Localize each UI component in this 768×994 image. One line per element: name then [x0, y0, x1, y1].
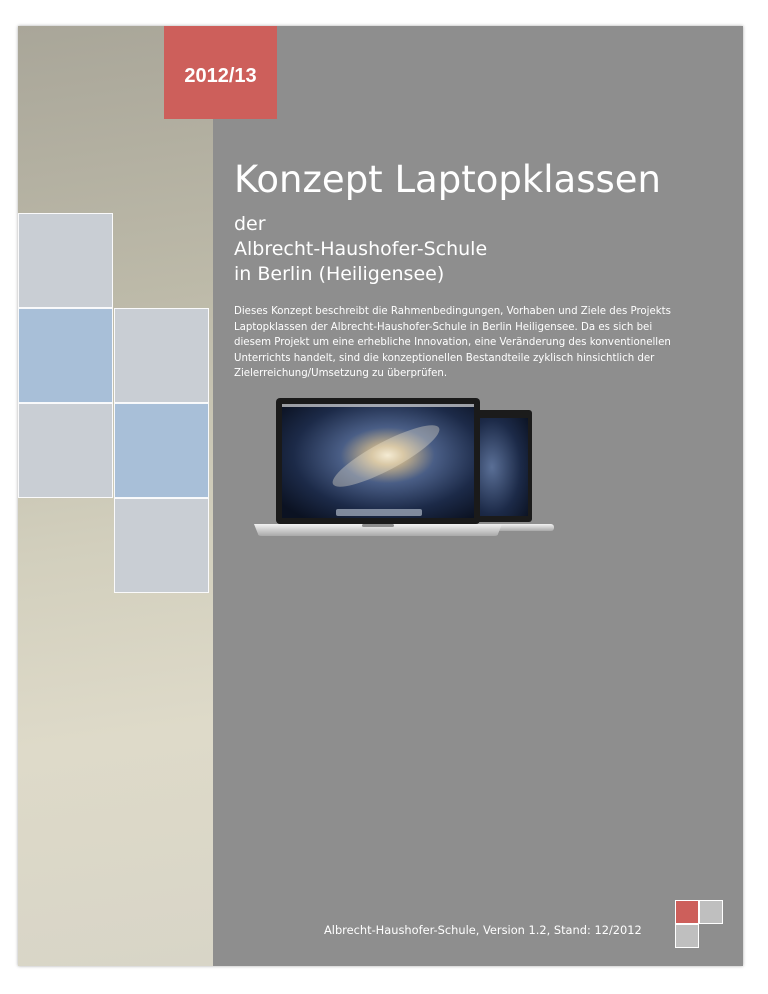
footer-square-red: [675, 900, 699, 924]
decor-square: [18, 213, 113, 308]
document-subtitle: [234, 212, 487, 287]
footer-text: Albrecht-Haushofer-Schule, Version 1.2, Stand: 12/2012: [324, 923, 642, 937]
laptop-image: [236, 396, 556, 556]
year-label: 2012/13: [184, 65, 257, 87]
decor-square: [18, 403, 113, 498]
subtitle-line: Albrecht-Haushofer-Schule: [234, 238, 488, 260]
decor-square: [114, 308, 209, 403]
subtitle-line: in Berlin (Heiligensee): [234, 263, 445, 285]
footer-square-gray: [699, 900, 723, 924]
subtitle-line: der: [234, 213, 266, 235]
year-badge: [164, 26, 277, 119]
abstract-text: Dieses Konzept beschreibt die Rahmenbedingungen, Vorhaben und Ziele des Projekts Laptopklassen der Albrecht-Haushofer-Schule in Berlin Heiligensee. Da es sich bei diesem Projekt um eine erhebliche Innovation, eine Veränderung des konventionellen Unterrichts handelt, sind die konzeptionellen Bestandteile zyklisch hinsichtlich der Zielerreichung/Umsetzung zu überprüfen.: [234, 306, 671, 379]
decor-square: [18, 308, 113, 403]
decor-square: [114, 403, 209, 498]
decor-square: [114, 498, 209, 593]
cover-page: [18, 26, 743, 966]
footer-square-gray: [675, 924, 699, 948]
document-title: Konzept Laptopklassen: [234, 158, 661, 201]
